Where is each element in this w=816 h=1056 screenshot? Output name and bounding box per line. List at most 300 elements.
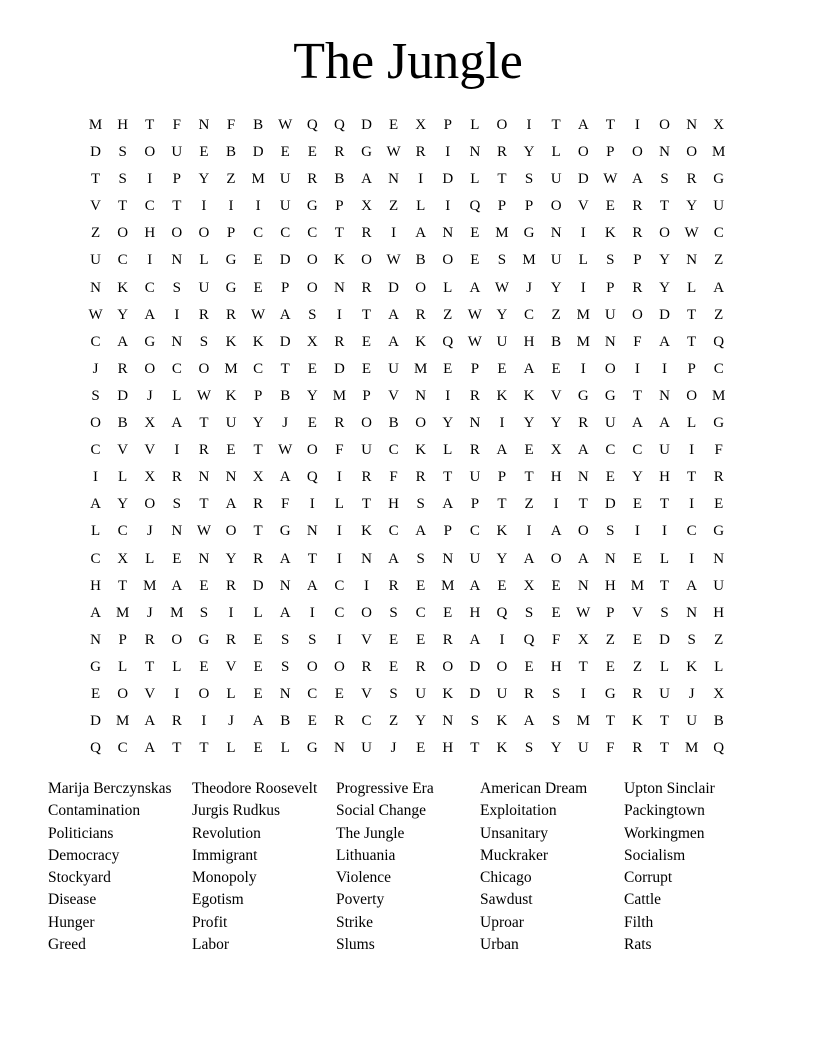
grid-letter: G [604,685,616,702]
grid-letter: E [632,496,642,513]
grid-letter: U [577,740,589,757]
word-item: Strike [336,913,374,931]
grid-letter: N [198,117,210,133]
grid-letter: M [414,360,428,377]
grid-letter: N [171,333,183,350]
grid-letter: Y [659,252,670,269]
grid-letter: O [442,658,454,675]
grid-letter: X [713,685,725,702]
grid-letter: L [118,469,128,486]
grid-letter: E [524,442,534,459]
word-item: Greed [48,936,86,954]
grid-letter: A [306,577,318,594]
grid-letter: I [309,496,315,513]
grid-letter: N [361,550,372,567]
grid-letter: T [659,496,670,513]
grid-letter: M [88,117,103,133]
grid-letter: H [659,469,670,486]
word-item: Upton Sinclair [624,780,715,797]
grid-letter: O [496,658,508,675]
grid-letter: C [90,550,101,567]
grid-letter: M [143,577,157,594]
word-item: American Dream [480,780,588,797]
grid-letter: E [253,279,263,296]
grid-letter: G [361,144,372,161]
grid-letter: P [606,604,615,621]
grid-letter: S [470,713,480,730]
grid-letter: B [415,252,426,269]
grid-letter: S [416,496,425,513]
grid-letter: S [497,252,507,269]
grid-letter: S [281,658,290,675]
grid-letter: B [280,387,291,404]
grid-letter: I [201,713,207,730]
grid-letter: E [443,360,453,377]
grid-letter: I [228,604,234,621]
grid-letter: I [580,360,586,377]
grid-letter: E [632,631,642,648]
grid-letter: Z [388,198,399,215]
word-item: Egotism [192,891,244,909]
grid-letter: C [253,225,264,242]
grid-letter: E [551,604,561,621]
word-item: Urban [480,936,519,954]
grid-letter: H [388,496,399,513]
grid-letter: O [144,360,156,377]
grid-row [82,410,734,437]
grid-letter: R [442,631,453,648]
grid-letter: S [416,550,425,567]
grid-letter: R [713,469,724,486]
grid-letter: E [253,252,263,269]
grid-letter: I [662,523,668,540]
grid-letter: O [577,144,589,161]
grid-letter: M [576,713,590,730]
grid-letter: U [604,306,616,323]
grid-letter: C [334,577,345,594]
word-item: Rats [624,936,652,954]
word-item: Contamination [48,802,141,820]
grid-letter: T [118,577,128,594]
word-item: Muckraker [480,846,548,864]
grid-letter: N [442,225,454,242]
grid-letter: M [712,387,726,404]
grid-letter: D [577,171,589,188]
grid-letter: O [415,415,427,432]
grid-letter: O [361,252,372,269]
word-item: Exploitation [480,802,557,820]
grid-letter: Y [225,550,237,567]
grid-letter: P [443,117,452,133]
grid-letter: A [171,415,183,432]
grid-letter: P [362,387,371,404]
grid-letter: E [388,658,399,675]
grid-letter: G [144,333,156,350]
grid-letter: O [577,523,589,540]
grid-letter: O [604,360,616,377]
grid-row [82,627,734,654]
grid-letter: C [171,360,182,377]
grid-letter: K [604,225,616,242]
word-item: Sawdust [480,891,533,909]
grid-letter: U [550,171,562,188]
grid-letter: Y [496,306,508,323]
grid-letter: O [198,360,210,377]
grid-letter: O [333,658,345,675]
grid-letter: D [604,496,616,513]
grid-letter: T [199,740,209,757]
grid-letter: R [334,144,345,161]
grid-letter: I [526,523,532,540]
grid-letter: R [388,577,399,594]
grid-letter: L [145,550,155,567]
grid-letter: R [524,685,535,702]
grid-letter: N [415,387,427,404]
grid-letter: N [713,550,725,567]
word-item: Filth [624,913,654,931]
grid-letter: A [252,713,264,730]
grid-letter: S [172,279,181,296]
grid-letter: F [633,333,642,350]
grid-letter: E [551,577,561,594]
grid-letter: W [494,279,510,296]
grid-letter: U [496,685,508,702]
grid-letter: Z [443,306,453,323]
grid-letter: Y [550,415,562,432]
grid-letter: T [172,740,182,757]
grid-letter: R [578,415,589,432]
grid-letter: C [713,360,724,377]
grid-letter: I [634,117,640,133]
grid-letter: R [307,171,318,188]
grid-letter: O [659,117,670,133]
grid-letter: X [550,442,562,459]
grid-letter: R [496,144,507,161]
grid-letter: R [198,306,209,323]
grid-letter: L [443,442,453,459]
grid-letter: S [524,171,534,188]
grid-letter: Y [306,387,318,404]
grid-letter: U [604,415,616,432]
word-list [48,778,768,956]
grid-letter: S [91,387,100,404]
grid-letter: Y [686,198,698,215]
grid-letter: Z [388,713,399,730]
grid-letter: A [659,333,670,350]
grid-letter: E [551,360,561,377]
grid-letter: Q [469,198,481,215]
grid-letter: Y [198,171,210,188]
grid-letter: A [469,279,481,296]
grid-letter: M [684,740,699,757]
word-item: Profit [192,913,228,931]
grid-letter: I [662,360,668,377]
grid-letter: O [306,658,318,675]
grid-letter: I [147,252,153,269]
grid-letter: T [280,360,290,377]
grid-letter: T [578,496,588,513]
grid-row [82,708,734,735]
grid-letter: S [199,333,209,350]
grid-letter: O [415,279,427,296]
grid-letter: N [442,713,454,730]
grid-letter: A [686,577,698,594]
grid-letter: U [361,740,372,757]
grid-letter: A [388,306,399,323]
grid-letter: U [415,685,427,702]
grid-letter: T [253,523,263,540]
grid-letter: C [361,713,372,730]
word-item: Uproar [480,913,524,931]
grid-letter: D [659,631,670,648]
grid-letter: I [201,198,207,215]
grid-letter: U [279,171,291,188]
grid-letter: I [174,442,180,459]
grid-letter: N [686,604,698,621]
grid-letter: A [171,577,183,594]
grid-letter: A [577,442,589,459]
grid-letter: C [144,279,155,296]
grid-letter: N [577,577,589,594]
grid-row [82,139,734,166]
grid-row [82,193,734,220]
grid-letter: O [659,225,670,242]
grid-letter: E [253,658,263,675]
grid-letter: R [415,658,426,675]
grid-letter: Y [550,279,562,296]
grid-letter: U [198,279,210,296]
grid-letter: X [252,469,264,486]
grid-letter: K [496,523,508,540]
grid-letter: L [280,740,290,757]
grid-letter: G [198,631,210,648]
grid-letter: W [467,333,482,350]
grid-row [82,356,734,383]
grid-letter: Z [714,252,724,269]
grid-letter: K [361,523,372,540]
grid-letter: G [523,225,535,242]
grid-letter: U [361,442,372,459]
grid-letter: F [226,117,236,133]
grid-letter: N [171,252,183,269]
grid-letter: D [279,252,291,269]
grid-letter: K [442,685,454,702]
grid-letter: L [199,252,209,269]
word-item: Progressive Era [336,780,434,797]
grid-letter: S [524,604,534,621]
grid-letter: A [90,604,101,621]
grid-letter: S [660,171,669,188]
grid-letter: T [659,577,670,594]
word-column [48,778,192,956]
grid-letter: P [281,279,290,296]
word-item: Slums [336,936,375,954]
grid-letter: C [307,225,318,242]
grid-letter: T [687,306,697,323]
grid-letter: L [443,279,453,296]
grid-row [82,275,734,302]
grid-letter: X [144,415,156,432]
grid-letter: N [388,171,399,188]
grid-letter: Z [551,306,561,323]
grid-letter: F [172,117,181,133]
grid-letter: Y [117,496,129,513]
grid-letter: L [253,604,263,621]
grid-letter: O [171,631,183,648]
grid-row [82,220,734,247]
grid-letter: A [279,469,291,486]
grid-row [82,654,734,681]
grid-letter: E [361,333,372,350]
grid-letter: C [90,442,101,459]
grid-letter: C [253,360,264,377]
grid-letter: R [632,685,643,702]
grid-letter: I [174,685,180,702]
word-item: Workingmen [624,824,705,842]
grid-letter: E [605,198,615,215]
grid-letter: R [144,631,155,648]
grid-letter: V [144,685,156,702]
grid-letter: R [415,306,426,323]
grid-letter: T [443,469,453,486]
grid-letter: D [90,713,101,730]
grid-letter: I [93,469,99,486]
grid-letter: B [280,713,291,730]
grid-letter: C [307,685,318,702]
grid-letter: E [416,631,426,648]
grid-letter: O [117,685,129,702]
grid-letter: I [689,442,695,459]
grid-letter: T [334,225,344,242]
grid-letter: W [88,306,103,323]
grid-letter: E [199,658,209,675]
grid-letter: R [226,306,237,323]
grid-letter: I [553,496,559,513]
grid-letter: H [523,333,535,350]
word-column [336,778,480,956]
grid-letter: C [117,523,128,540]
grid-letter: P [253,387,263,404]
grid-letter: U [90,252,101,269]
grid-letter: G [225,279,237,296]
grid-letter: I [309,604,315,621]
grid-letter: K [333,252,345,269]
grid-letter: N [659,387,670,404]
grid-letter: R [171,469,182,486]
grid-letter: L [578,252,588,269]
grid-letter: T [470,740,480,757]
grid-letter: P [524,198,534,215]
grid-row [82,329,734,356]
grid-row [82,681,734,708]
grid-letter: J [390,740,397,757]
grid-letter: O [306,442,318,459]
grid-letter: X [523,577,535,594]
grid-letter: Y [117,306,129,323]
grid-letter: O [550,198,562,215]
grid-letter: X [306,333,318,350]
grid-letter: E [253,685,263,702]
grid-letter: I [336,550,342,567]
grid-letter: A [469,631,481,648]
grid-letter: A [713,279,725,296]
grid-letter: L [172,658,182,675]
grid-letter: C [605,442,616,459]
grid-letter: D [117,387,129,404]
grid-letter: R [361,225,372,242]
grid-letter: I [580,225,586,242]
grid-letter: N [686,252,698,269]
grid-letter: W [576,604,591,621]
grid-letter: M [630,577,645,594]
grid-letter: G [306,198,318,215]
grid-letter: E [226,442,236,459]
grid-letter: W [196,387,211,404]
grid-letter: E [388,631,399,648]
grid-letter: W [386,144,401,161]
grid-letter: E [253,631,263,648]
grid-letter: A [577,117,589,133]
grid-letter: K [686,658,698,675]
grid-letter: N [279,577,291,594]
grid-letter: R [686,171,697,188]
grid-letter: H [604,577,616,594]
grid-letter: R [253,496,264,513]
grid-letter: I [445,387,451,404]
grid-letter: M [495,225,509,242]
grid-letter: S [660,604,669,621]
grid-letter: E [199,577,209,594]
grid-letter: H [550,469,562,486]
grid-letter: C [388,523,399,540]
grid-letter: A [388,333,399,350]
grid-letter: Z [90,225,101,242]
grid-letter: H [144,225,156,242]
grid-letter: O [171,225,183,242]
grid-letter: I [445,144,451,161]
grid-letter: E [714,496,724,513]
grid-letter: J [92,360,99,377]
grid-letter: R [171,713,182,730]
grid-letter: S [606,523,615,540]
word-item: Hunger [48,913,95,931]
grid-letter: R [469,387,480,404]
grid-letter: U [659,442,670,459]
grid-letter: I [336,523,342,540]
grid-letter: H [550,658,562,675]
grid-letter: U [388,360,399,377]
grid-letter: T [659,740,670,757]
grid-letter: V [225,658,237,675]
grid-letter: Q [523,631,535,648]
grid-letter: C [632,442,643,459]
grid-letter: K [496,713,508,730]
grid-letter: S [118,171,127,188]
grid-letter: T [118,198,128,215]
grid-letter: R [226,577,237,594]
grid-letter: E [172,550,182,567]
grid-letter: Y [523,144,535,161]
grid-letter: S [199,604,209,621]
grid-letter: I [418,171,424,188]
grid-letter: P [172,171,181,188]
grid-letter: P [470,496,480,513]
word-item: Social Change [336,802,426,820]
grid-letter: I [634,360,640,377]
grid-row [82,247,734,274]
grid-letter: D [252,144,264,161]
grid-letter: V [361,685,372,702]
